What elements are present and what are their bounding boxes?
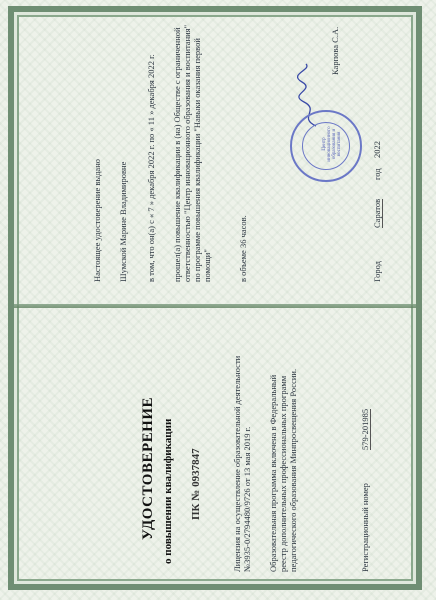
program-registry-line-3: педагогического образования Минпросвещения России.: [288, 368, 298, 572]
license-line-2: №3935-0/2794480/9726 от 13 мая 2019 г.: [242, 426, 252, 572]
program-registry-line-2: реестр дополнительных профессиональных программ: [278, 375, 288, 572]
certificate-subtitle: о повышении квалификации: [162, 418, 174, 564]
training-period: в том, что он(а) с « 7 » декабря 2022 г. по « 11 » декабря 2022 г.: [146, 54, 156, 282]
year-value: 2022: [372, 141, 382, 158]
issued-to-label: Настоящее удостоверение выдано: [92, 158, 102, 282]
city-value: Саратов: [372, 198, 382, 228]
recipient-name: Шумской Марине Владимировне: [118, 161, 128, 282]
stamp-text: Центр инновационного образования и воспитания: [322, 126, 342, 162]
organization-name: ответственностью "Центр инновационного образования и воспитания": [182, 24, 192, 282]
registration-number: 579-201985: [360, 408, 370, 450]
official-stamp: [290, 110, 362, 182]
completion-text: прошел(а) повышение квалификации в (на) Обществе с ограниченной: [172, 27, 182, 282]
city-label: Город: [372, 261, 382, 282]
program-registry-line-1: Образовательная программа включена в Федеральный: [268, 374, 278, 572]
program-name-cont: помощи": [202, 249, 212, 282]
hours-volume: в объеме 36 часов.: [238, 215, 248, 282]
registration-label: Регистрационный номер: [360, 483, 370, 572]
license-line-1: Лицензия на осуществление образовательной деятельности: [232, 355, 242, 572]
serial-number: ПК № 0937847: [190, 448, 202, 520]
signer-name: Карпова С.А.: [330, 26, 340, 75]
year-label: год: [372, 168, 382, 180]
program-name: по программе повышения квалификации "Навыки оказания первой: [192, 38, 202, 282]
certificate-title: УДОСТОВЕРЕНИЕ: [140, 397, 156, 540]
